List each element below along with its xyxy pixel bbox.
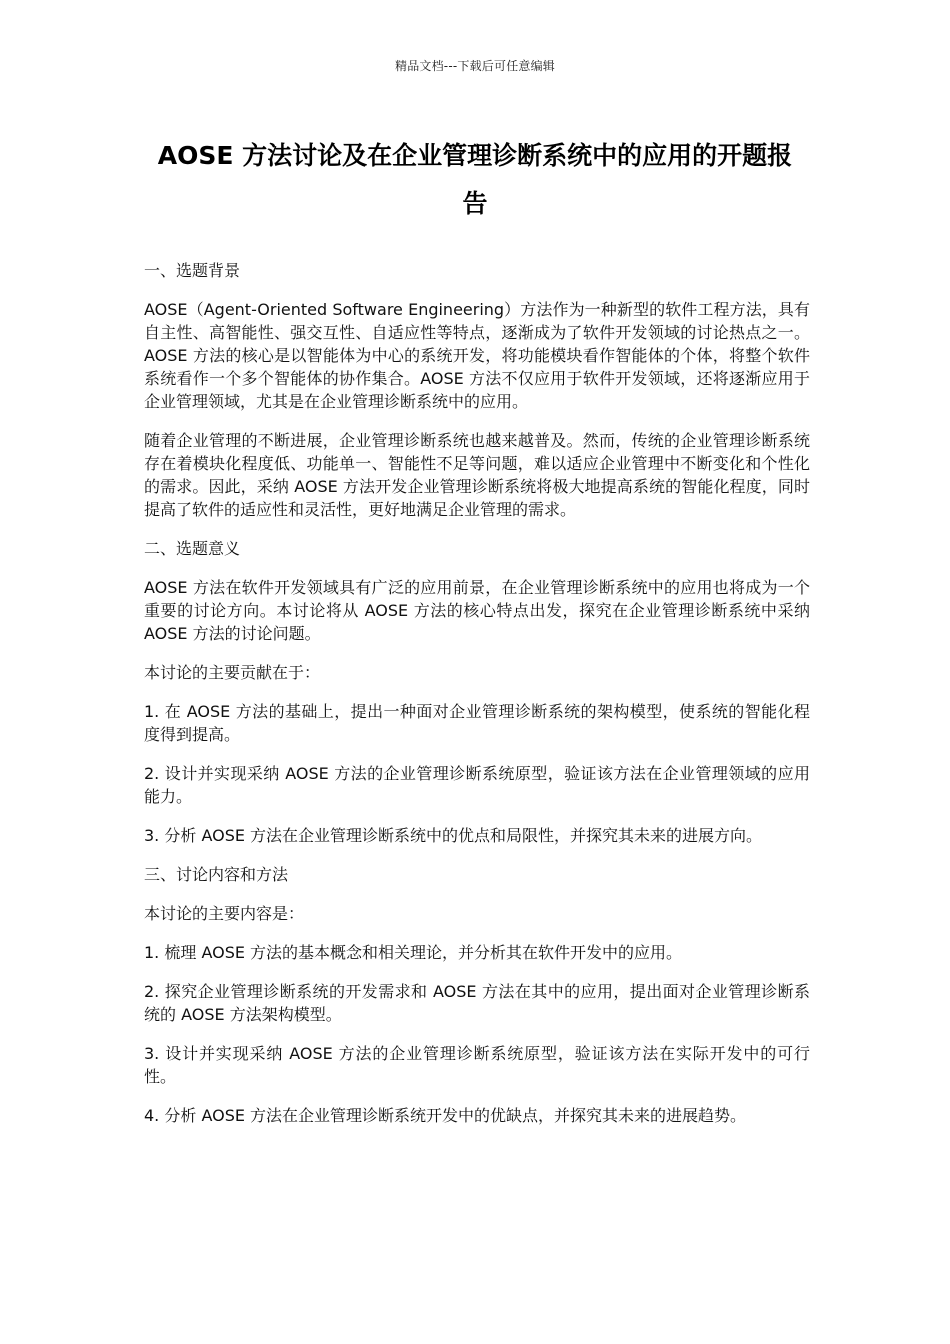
section-heading-content-methods: 三、讨论内容和方法: [144, 865, 289, 884]
list-item-contribution-1: 1. 在 AOSE 方法的基础上，提出一种面对企业管理诊断系统的架构模型，使系统的智能化程度得到提高。: [144, 702, 810, 744]
list-item-content-3: 3. 设计并实现采纳 AOSE 方法的企业管理诊断系统原型，验证该方法在实际开发中的可行性。: [144, 1044, 810, 1086]
list-item-content-2: 2. 探究企业管理诊断系统的开发需求和 AOSE 方法在其中的应用，提出面对企业管理诊断系统的 AOSE 方法架构模型。: [144, 982, 810, 1024]
paragraph-significance: AOSE 方法在软件开发领域具有广泛的应用前景，在企业管理诊断系统中的应用也将成为一个重要的讨论方向。本讨论将从 AOSE 方法的核心特点出发，探究在企业管理诊断系统中采纳 AOSE 方法的讨论问题。: [144, 578, 810, 643]
paragraph-content-intro: 本讨论的主要内容是：: [144, 904, 305, 923]
paragraph-aose-intro: AOSE（Agent-Oriented Software Engineering）方法作为一种新型的软件工程方法，具有自主性、高智能性、强交互性、自适应性等特点，逐渐成为了软件开发领域的讨论热点之一。AOSE 方法的核心是以智能体为中心的系统开发，将功能模块看作智能体的个体，将整个软件系统看作一个多个智能体的协作集合。AOSE 方法不仅应用于软件开发领域，还将逐渐应用于企业管理领域，尤其是在企业管理诊断系统中的应用。: [144, 300, 810, 411]
list-item-contribution-3: 3. 分析 AOSE 方法在企业管理诊断系统中的优点和局限性，并探究其未来的进展方向。: [144, 826, 763, 845]
section-heading-background: 一、选题背景: [144, 261, 241, 280]
section-heading-significance: 二、选题意义: [144, 539, 241, 558]
header-note: 精品文档---下载后可任意编辑: [395, 59, 555, 73]
paragraph-contributions-intro: 本讨论的主要贡献在于：: [144, 663, 321, 682]
list-item-content-4: 4. 分析 AOSE 方法在企业管理诊断系统开发中的优缺点，并探究其未来的进展趋势。: [144, 1106, 747, 1125]
list-item-content-1: 1. 梳理 AOSE 方法的基本概念和相关理论，并分析其在软件开发中的应用。: [144, 943, 683, 962]
list-item-contribution-2: 2. 设计并实现采纳 AOSE 方法的企业管理诊断系统原型，验证该方法在企业管理领域的应用能力。: [144, 764, 810, 806]
paragraph-management-systems: 随着企业管理的不断进展，企业管理诊断系统也越来越普及。然而，传统的企业管理诊断系统存在着模块化程度低、功能单一、智能性不足等问题，难以适应企业管理中不断变化和个性化的需求。因此，采纳 AOSE 方法开发企业管理诊断系统将极大地提高系统的智能化程度，同时提高了软件的适应性和灵活性，更好地满足企业管理的需求。: [144, 431, 810, 519]
document-title: AOSE 方法讨论及在企业管理诊断系统中的应用的开题报告: [157, 141, 793, 218]
document-body: [144, 259, 810, 1143]
